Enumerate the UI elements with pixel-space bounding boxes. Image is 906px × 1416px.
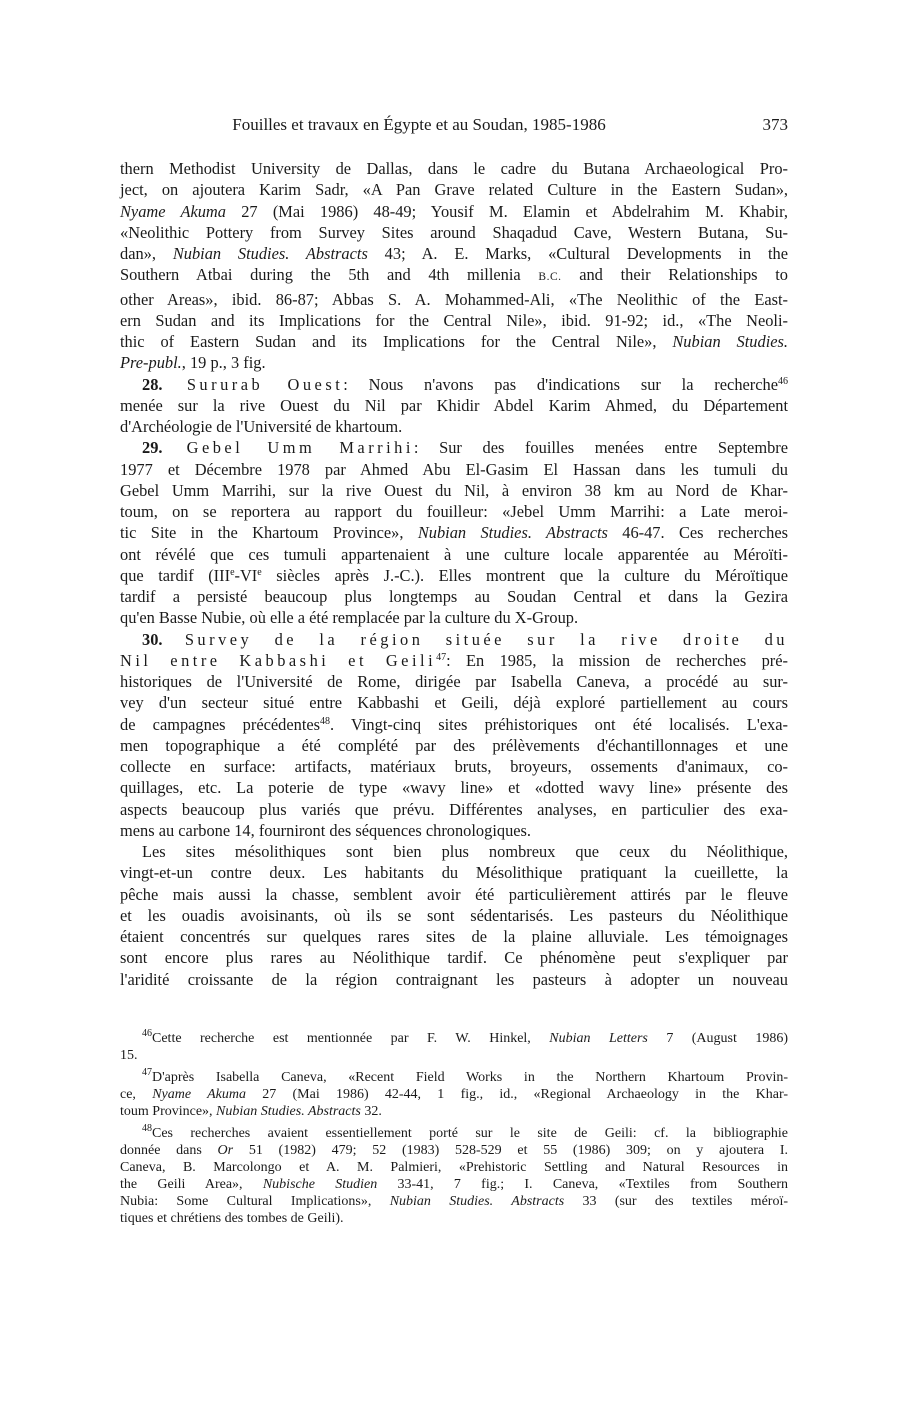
- section-heading-line: 29. Gebel Umm Marrihi: Sur des fouilles menées entre Septembre: [142, 438, 788, 458]
- text-line: thern Methodist University de Dallas, dans le cadre du Butana Archaeological Pro-: [120, 159, 788, 178]
- footnote-line: ce, Nyame Akuma 27 (Mai 1986) 42-44, 1 fig., id., «Regional Archaeology in the Khar-: [120, 1087, 789, 1102]
- text-line: aspects beaucoup plus variés que prévu. Différentes analyses, en particulier des exa-: [120, 799, 788, 819]
- text-line: vey d'un secteur situé entre Kabbashi et Geili, déjà exploré partiellement au cours: [120, 693, 788, 713]
- text-line: men topographique a été complété par des prélèvements d'échantillonnages et une: [120, 735, 788, 755]
- text-line: Nyame Akuma 27 (Mai 1986) 48-49; Yousif M. Elamin et Abdelrahim M. Khabir,: [120, 201, 788, 221]
- text-line: d'Archéologie de l'Université de khartoum.: [120, 417, 403, 436]
- footnote-line: toum Province», Nubian Studies. Abstracts 32.: [120, 1104, 382, 1119]
- footnote-number: 46: [142, 1028, 152, 1039]
- text-line: thic of Eastern Sudan and its Implications for the Central Nile», Nubian Studies.: [120, 332, 788, 351]
- text-line: pêche mais aussi la chasse, semblent avoir été particulièrement attirés par le fleuve: [120, 884, 788, 904]
- footnote-number: 47: [142, 1067, 152, 1078]
- text-line: ont révélé que ces tumuli appartenaient à une culture locale apparentée au Méroïti-: [120, 544, 788, 564]
- section-number: 29.: [142, 438, 163, 458]
- text-line: Nil entre Kabbashi et Geili$^{47}$: En 1985, la mission de recherches pré-: [120, 650, 788, 670]
- text-line: de campagnes précédentes$^{48}$. Vingt-cinq sites préhistoriques ont été localisés. L'exa-: [120, 714, 788, 734]
- section-heading: Nil entre Kabbashi et Geili: [120, 650, 437, 670]
- text-line: qu'en Basse Nubie, où elle a été remplacée par la culture du X-Group.: [120, 608, 579, 628]
- footnote-line: $^{46}$Cette recherche est mentionnée par F. W. Hinkel, Nubian Letters 7 (August 1986): [142, 1028, 788, 1046]
- footnote-line: 15.: [120, 1048, 138, 1063]
- text-line: tic Site in the Khartoum Province», Nubian Studies. Abstracts 46-47. Ces recherches: [120, 523, 788, 543]
- page-number: 373: [762, 115, 788, 134]
- footnote-line: the Geili Area», Nubische Studien 33-41, 7 fig.; I. Caneva, «Textiles from Southern: [120, 1177, 788, 1192]
- text-line: «Neolithic Pottery from Survey Sites around Shaqadud Cave, Western Butana, Su-: [120, 222, 788, 242]
- running-title: Fouilles et travaux en Égypte et au Soudan, 1985-1986: [232, 115, 606, 134]
- footnote-line: $^{47}$D'après Isabella Caneva, «Recent Field Works in the Northern Khartoum Provin-: [142, 1067, 788, 1085]
- footnote-line: Caneva, B. Marcolongo et A. M. Palmieri, «Prehistoric Settling and Natural Resources in: [120, 1160, 788, 1175]
- footnote-number: 48: [142, 1123, 152, 1134]
- section-30: [120, 629, 788, 842]
- text-line: Gebel Umm Marrihi, sur la rive Ouest du Nil, à environ 38 km au Nord de Khar-: [120, 480, 788, 500]
- text-line: ject, on ajoutera Karim Sadr, «A Pan Grave related Culture in the Eastern Sudan»,: [120, 180, 788, 200]
- footnote-46: [120, 1030, 788, 1064]
- paragraph-continued: [120, 158, 788, 374]
- text-line: ern Sudan and its Implications for the Central Nile», ibid. 91-92; id., «The Neoli-: [120, 310, 788, 330]
- section-heading: Gebel Umm Marrihi: [162, 438, 414, 458]
- text-line: other Areas», ibid. 86-87; Abbas S. A. Mohammed-Ali, «The Neolithic of the East-: [120, 289, 788, 309]
- footnote-48: [120, 1125, 788, 1227]
- text-line: historiques de l'Université de Rome, dirigée par Isabella Caneva, a procédé au sur-: [120, 672, 788, 691]
- footnotes: [120, 1030, 788, 1232]
- text-line: menée sur la rive Ouest du Nil par Khidir Abdel Karim Ahmed, du Département: [120, 395, 788, 415]
- main-text: [120, 158, 788, 990]
- paragraph: [120, 841, 788, 990]
- text-line: et les ouadis avoisinants, où ils se sont sédentarisés. Les pasteurs du Néolithique: [120, 905, 788, 925]
- text-line: collecte en surface: artifacts, matériaux bruts, broyeurs, ossements d'animaux, co-: [120, 757, 788, 776]
- text-line: Pre-publ., 19 p., 3 fig.: [120, 353, 266, 373]
- text-line: que tardif (IIIe-VIe siècles après J.-C.). Elles montrent que la culture du Méroïtique: [120, 565, 788, 585]
- footnote-ref: 48: [320, 715, 331, 727]
- section-number: 28.: [142, 374, 163, 394]
- footnote-line: $^{48}$Ces recherches avaient essentiellement porté sur le site de Geili: cf. la bibliographie: [142, 1123, 788, 1141]
- section-heading: Sururab Ouest: [162, 374, 344, 394]
- footnote-47: [120, 1069, 788, 1120]
- text-line: toum, on se reportera au rapport du fouilleur: «Jebel Umm Marrihi: a Late meroi-: [120, 502, 788, 521]
- footnote-line: tiques et chrétiens des tombes de Geili).: [120, 1211, 344, 1226]
- text-line: mens au carbone 14, fourniront des séquences chronologiques.: [120, 820, 532, 840]
- footnote-line: donnée dans Or 51 (1982) 479; 52 (1983) 528-529 et 55 (1986) 309; on y ajoutera I.: [120, 1143, 789, 1158]
- section-28: [120, 374, 788, 438]
- text-line: quillages, etc. La poterie de type «wavy line» et «dotted wavy line» présente des: [120, 778, 788, 798]
- text-line: tardif a persisté beaucoup plus longtemps au Soudan Central et dans la Gezira: [120, 587, 788, 606]
- text-line: Les sites mésolithiques sont bien plus nombreux que ceux du Néolithique,: [142, 842, 788, 861]
- section-heading-line: [120, 629, 788, 650]
- text-line: dan», Nubian Studies. Abstracts 43; A. E. Marks, «Cultural Developments in the: [120, 244, 788, 263]
- text-line: sont encore plus rares au Néolithique tardif. Ce phénomène peut s'expliquer par: [120, 948, 788, 968]
- text-line: Southern Atbai during the 5th and 4th millenia B.C. and their Relationships to: [120, 265, 788, 285]
- footnote-ref: 47: [436, 651, 447, 663]
- section-29: [120, 437, 788, 628]
- footnote-ref: 46: [778, 375, 788, 387]
- section-number: 30.: [142, 629, 163, 649]
- text-line: vingt-et-un contre deux. Les habitants du Mésolithique pratiquant la cueillette, la: [120, 863, 788, 883]
- section-heading-line: 28. Sururab Ouest: Nous n'avons pas d'indications sur la recherche$^{46}$: [142, 374, 788, 394]
- footnote-line: Nubia: Some Cultural Implications», Nubian Studies. Abstracts 33 (sur des textiles méroï-: [120, 1194, 788, 1209]
- text-line: 1977 et Décembre 1978 par Ahmed Abu El-Gasim El Hassan dans les tumuli du: [120, 459, 788, 479]
- text-line: l'aridité croissante de la région contraignant les pasteurs à adopter un nouveau: [120, 969, 788, 989]
- section-heading: Survey de la région située sur la rive droite du: [162, 629, 788, 649]
- text-line: étaient concentrés sur quelques rares sites de la plaine alluviale. Les témoignages: [120, 927, 788, 946]
